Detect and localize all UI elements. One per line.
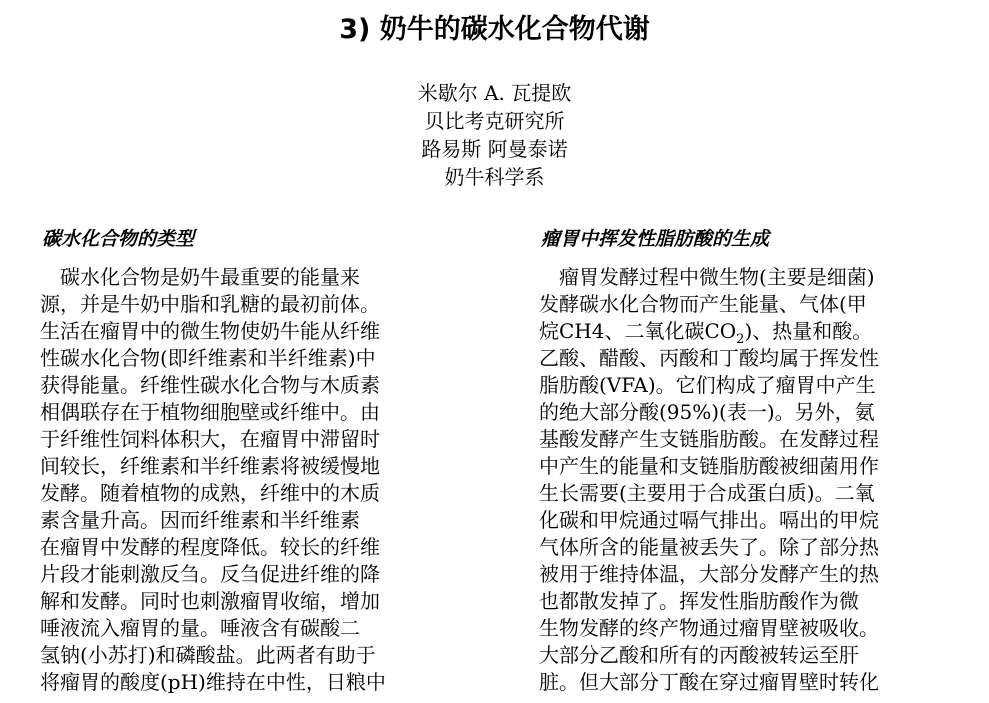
text-line: 相偶联存在于植物细胞壁或纤维中。由 (40, 400, 380, 424)
page-title: 3) 奶牛的碳水化合物代谢 (339, 14, 650, 45)
text-line: 的绝大部分酸(95%)(表一)。另外，氨 (539, 400, 875, 424)
text-line: 基酸发酵产生支链脂肪酸。在发酵过程 (539, 427, 879, 451)
text-line: 碳水化合物是奶牛最重要的能量来 (40, 265, 360, 289)
text-span: 烷CH4、二氧化碳CO (539, 319, 737, 343)
right-column-text (539, 264, 979, 696)
text-line: 生活在瘤胃中的微生物使奶牛能从纤维 (40, 319, 380, 343)
text-line: 脏。但大部分丁酸在穿过瘤胃壁时转化 (539, 670, 879, 694)
section-heading-vfa-production: 瘤胃中挥发性脂肪酸的生成 (541, 228, 770, 250)
text-line: 生长需要(主要用于合成蛋白质)。二氧 (539, 481, 875, 505)
text-line: 气体所含的能量被丢失了。除了部分热 (539, 535, 879, 559)
text-line: 在瘤胃中发酵的程度降低。较长的纤维 (40, 535, 380, 559)
text-line: 也都散发掉了。挥发性脂肪酸作为微 (539, 589, 859, 613)
text-line: 被用于维持体温，大部分发酵产生的热 (539, 562, 879, 586)
text-line: 解和发酵。同时也刺激瘤胃收缩，增加 (40, 589, 380, 613)
text-line: 大部分乙酸和所有的丙酸被转运至肝 (539, 643, 859, 667)
author-block (0, 79, 989, 191)
subscript: 2 (736, 332, 745, 347)
text-line: 生物发酵的终产物通过瘤胃壁被吸收。 (539, 616, 879, 640)
text-line: 唾液流入瘤胃的量。唾液含有碳酸二 (40, 616, 360, 640)
text-line: 性碳水化合物(即纤维素和半纤维素)中 (40, 346, 376, 370)
text-line: 乙酸、醋酸、丙酸和丁酸均属于挥发性 (539, 346, 879, 370)
text-span: )、热量和酸。 (744, 319, 873, 343)
left-column-text (40, 264, 480, 696)
text-line: 化碳和甲烷通过嗝气排出。嗝出的甲烷 (539, 508, 879, 532)
text-line: 获得能量。纤维性碳水化合物与木质素 (40, 373, 380, 397)
affiliation-2: 奶牛科学系 (444, 165, 545, 189)
text-line-with-subscript (539, 318, 979, 345)
text-line: 氢钠(小苏打)和磷酸盐。此两者有助于 (40, 643, 376, 667)
section-heading-carbohydrate-types: 碳水化合物的类型 (42, 228, 195, 250)
text-line: 于纤维性饲料体积大，在瘤胃中滞留时 (40, 427, 380, 451)
text-line: 将瘤胃的酸度(pH)维持在中性，日粮中 (40, 670, 386, 694)
affiliation-1: 贝比考克研究所 (424, 109, 565, 133)
author-name-2: 路易斯 阿曼泰诺 (421, 137, 568, 161)
text-line: 素含量升高。因而纤维素和半纤维素 (40, 508, 360, 532)
text-line: 发酵。随着植物的成熟，纤维中的木质 (40, 481, 380, 505)
text-line: 源，并是牛奶中脂和乳糖的最初前体。 (40, 292, 380, 316)
text-line: 发酵碳水化合物而产生能量、气体(甲 (539, 292, 867, 316)
text-line: 脂肪酸(VFA)。它们构成了瘤胃中产生 (539, 373, 876, 397)
author-name-1: 米歇尔 A. 瓦提欧 (417, 81, 572, 105)
text-line: 中产生的能量和支链脂肪酸被细菌用作 (539, 454, 879, 478)
text-line: 间较长，纤维素和半纤维素将被缓慢地 (40, 454, 380, 478)
text-line: 片段才能刺激反刍。反刍促进纤维的降 (40, 562, 380, 586)
text-line: 瘤胃发酵过程中微生物(主要是细菌) (539, 265, 875, 289)
